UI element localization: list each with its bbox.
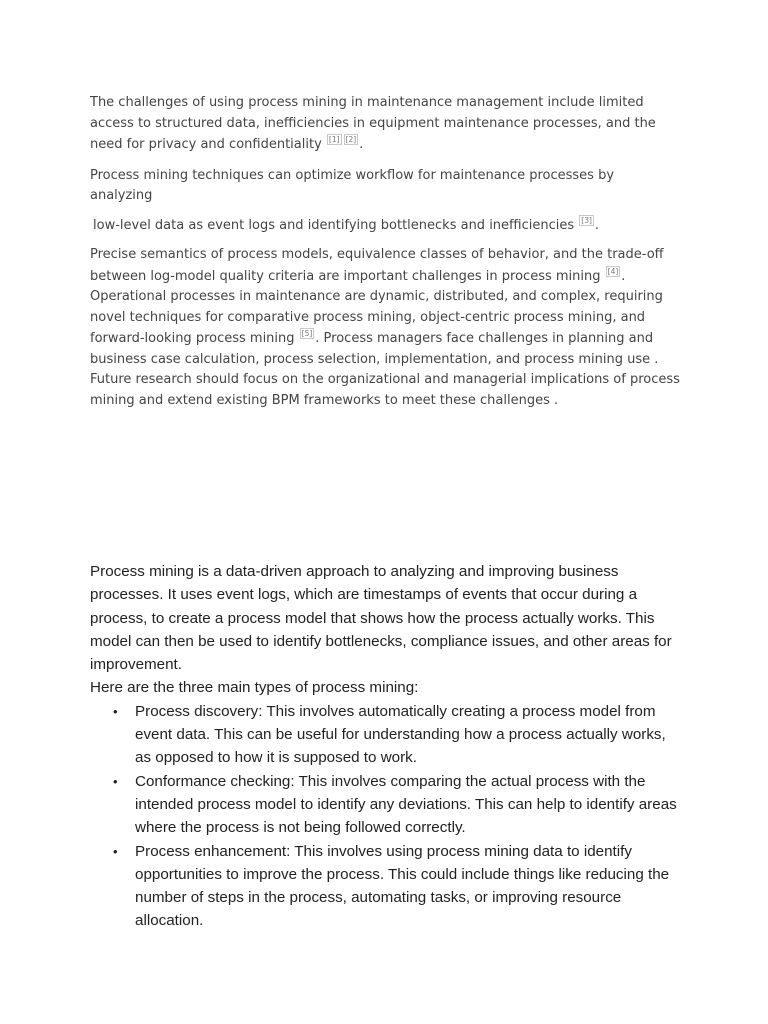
citation-2[interactable]: [2] [345, 135, 357, 144]
overview-section [90, 560, 680, 933]
semantics-text-a: Precise semantics of process models, equivalence classes of behavior, and the trade-off between log-model quality criteria are important challenges in process mining [90, 247, 664, 284]
summary-section [90, 93, 680, 411]
list-item [113, 840, 680, 933]
types-list [90, 700, 680, 933]
citation-5[interactable]: [5] [301, 329, 313, 338]
workflow-paragraph: Process mining techniques can optimize workflow for maintenance processes by analyzing [90, 167, 615, 203]
semantics-text-c: . Process managers face challenges in planning and business case calculation, process selection, implementation, and process mining use . Future research should focus on the organizational and managerial implications of process mining and extend existing BPM frameworks to meet these challenges . [90, 331, 680, 408]
semantics-text-b: . Operational processes in maintenance are dynamic, distributed, and complex, requiring novel techniques for comparative process mining, object-centric process mining, and forward-looking process mining [90, 268, 663, 346]
citation-3[interactable]: [3] [581, 215, 592, 225]
list-item-text: Process enhancement: This involves using process mining data to identify opportunities to improve the process. This could include things like reducing the number of steps in the process, automating tasks, or improving resource allocation. [135, 842, 670, 930]
bullet-icon: • [113, 703, 118, 719]
challenges-paragraph [90, 93, 680, 156]
bullet-icon: • [113, 843, 118, 859]
citation-4[interactable]: [4] [607, 266, 619, 276]
list-item [113, 770, 680, 840]
challenges-period: . [359, 137, 364, 152]
list-heading: Here are the three main types of process mining: [90, 679, 419, 697]
semantics-paragraph [90, 245, 680, 411]
challenges-text: The challenges of using process mining in maintenance management include limited access to structured data, inefficiencies in equipment maintenance processes, and the need for privacy and confidentiality [90, 95, 656, 152]
list-item-text: Process discovery: This involves automatically creating a process model from event data. This can be useful for understanding how a process actually works, as opposed to how it is supposed to work. [135, 702, 666, 767]
bullet-icon: • [113, 773, 118, 789]
low-level-paragraph [90, 215, 680, 237]
citation-1[interactable]: [1] [328, 135, 340, 144]
list-item-text: Conformance checking: This involves comparing the actual process with the intended process model to identify any deviations. This can help to identify areas where the process is not being followed correctly. [135, 772, 677, 837]
intro-paragraph: Process mining is a data-driven approach to analyzing and improving business processes. It uses event logs, which are timestamps of events that occur during a process, to create a process model that shows how the process actually works. This model can then be used to identify bottlenecks, compliance issues, and other areas for improvement. [90, 563, 672, 674]
low-level-text: low-level data as event logs and identifying bottlenecks and inefficiencies [93, 217, 575, 233]
list-item [113, 700, 680, 770]
low-level-period: . [594, 217, 600, 233]
